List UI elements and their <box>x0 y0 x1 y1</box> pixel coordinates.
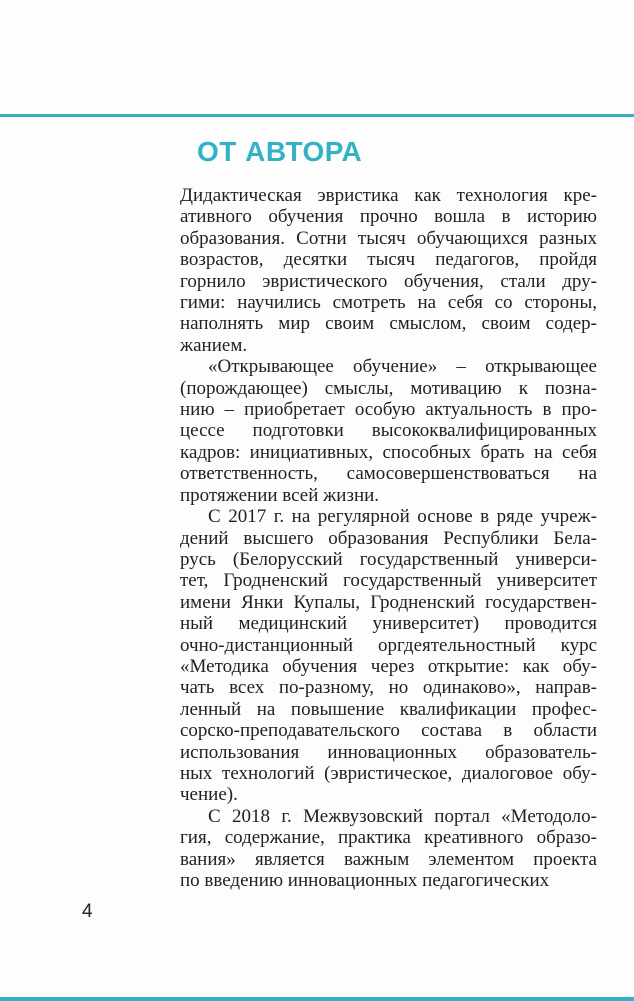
text-line: (порождающее) смыслы, мотивацию к позна- <box>180 377 597 399</box>
text-line: использования инновационных образователь- <box>180 741 597 763</box>
text-line: С 2017 г. на регулярной основе в ряде учреж- <box>208 506 597 528</box>
text-line: горнило эвристического обучения, стали дру- <box>180 270 597 292</box>
text-line: кадров: инициативных, способных брать на себя <box>180 441 597 463</box>
text-line: Дидактическая эвристика как технология кре- <box>180 185 597 206</box>
text-line: возрастов, десятки тысяч педагогов, пройдя <box>180 249 597 271</box>
text-line: тет, Гродненский государственный университет <box>180 570 597 592</box>
paragraph <box>180 356 597 506</box>
text-line: гими: научились смотреть на себя со стороны, <box>180 292 597 314</box>
text-line: ленный на повышение квалификации профес- <box>180 698 597 720</box>
text-line: имени Янки Купалы, Гродненский государствен- <box>180 591 597 613</box>
text-line: ативного обучения прочно вошла в историю <box>180 206 597 228</box>
text-line: нию – приобретает особую актуальность в про- <box>180 399 597 421</box>
text-line: протяжении всей жизни. <box>180 484 380 506</box>
paragraph <box>180 185 597 356</box>
text-line: наполнять мир своим смыслом, своим содер- <box>180 313 597 335</box>
text-line: ных технологий (эвристическое, диалоговое обу- <box>180 762 597 784</box>
text-line: образования. Сотни тысяч обучающихся разных <box>180 227 597 249</box>
text-line: «Открывающее обучение» – открывающее <box>208 356 597 378</box>
text-line: чение). <box>180 784 238 806</box>
text-line: цессе подготовки высококвалифицированных <box>180 420 597 442</box>
page-number: 4 <box>82 901 93 922</box>
text-line: жанием. <box>180 334 248 356</box>
text-line: чать всех по-разному, но одинаково», направ- <box>180 677 597 699</box>
bottom-divider-line <box>0 997 634 1001</box>
text-line: дений высшего образования Республики Бела- <box>180 527 597 549</box>
paragraph <box>180 806 597 892</box>
text-line: ный медицинский университет) проводится <box>180 613 597 635</box>
top-divider-line <box>0 114 634 117</box>
text-line: «Методика обучения через открытие: как обу- <box>180 655 597 677</box>
body-text <box>180 185 597 891</box>
text-line: вания» является важным элементом проекта <box>180 848 597 870</box>
paragraph <box>180 506 597 806</box>
text-line: по введению инновационных педагогических <box>180 870 550 891</box>
text-line: гия, содержание, практика креативного образо- <box>180 827 597 849</box>
text-line: очно-дистанционный оргдеятельностный курс <box>180 634 597 656</box>
text-line: русь (Белорусский государственный универси- <box>180 548 597 570</box>
text-line: сорско-преподавательского состава в области <box>180 720 597 742</box>
text-line: ответственность, самосовершенствоваться на <box>180 463 597 485</box>
text-line: С 2018 г. Межвузовский портал «Методоло- <box>208 805 597 827</box>
chapter-title: ОТ АВТОРА <box>197 136 363 167</box>
